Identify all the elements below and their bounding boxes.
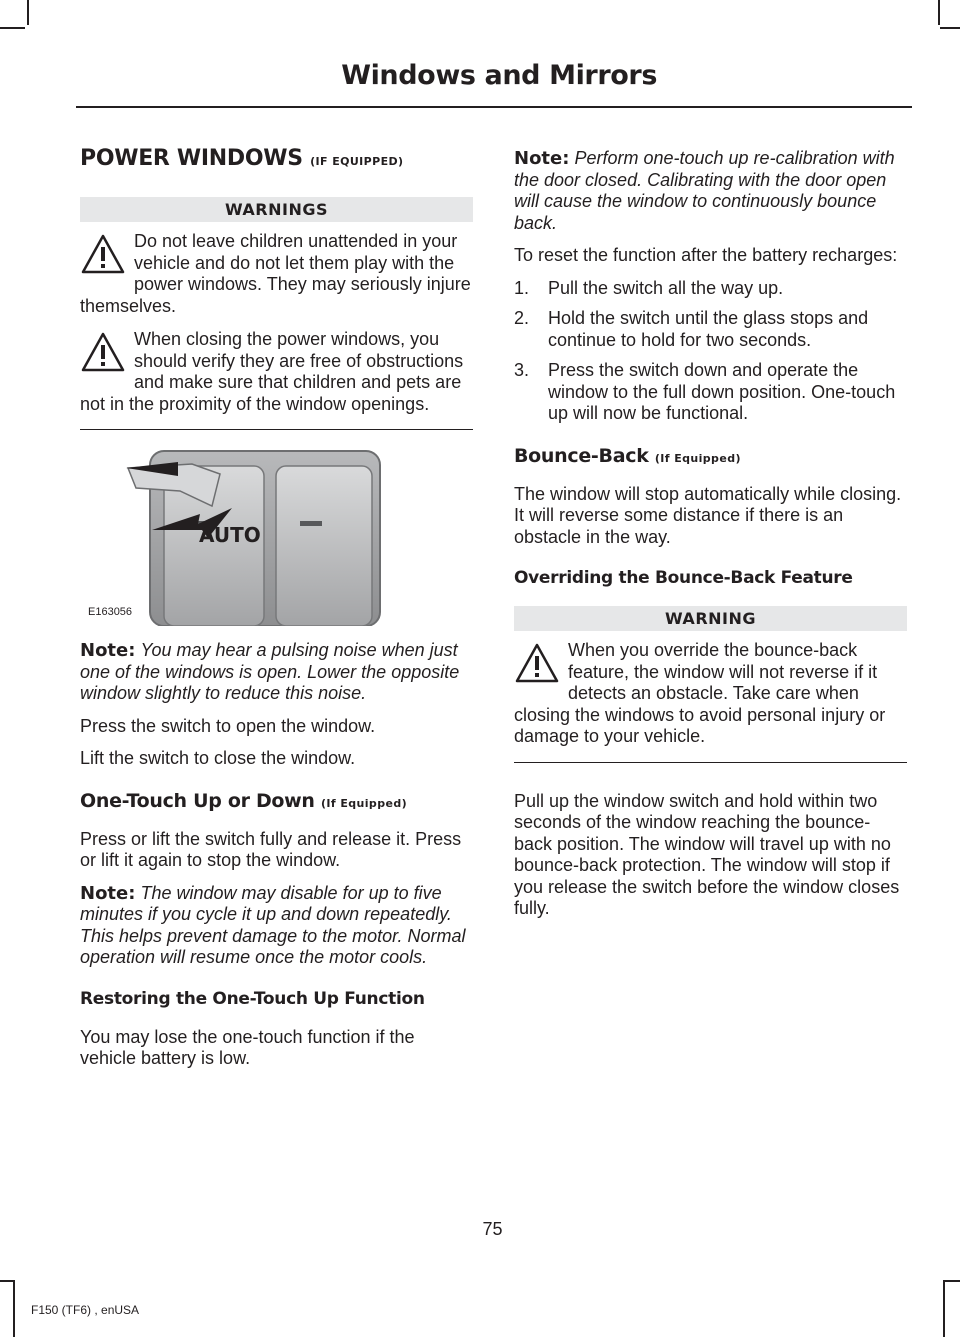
warning-triangle-icon [514,642,560,684]
warning-item: Do not leave children unattended in your vehicle and do not let them play with the power windows. They may seriously injure themselves. [80,231,471,316]
warnings-banner: WARNINGS [80,197,473,222]
crop-mark [940,27,960,29]
warning-triangle-icon [80,233,126,275]
subheading-bounce-back: Bounce-Back (If Equipped) [514,444,741,467]
body-paragraph: You may lose the one-touch function if the vehicle battery is low. [80,1026,415,1068]
warning-end-rule [80,429,473,430]
crop-mark [0,27,25,29]
body-paragraph: To reset the function after the battery recharges: [514,245,898,265]
body-paragraph: Press or lift the switch fully and release it. Press or lift it again to stop the window. [80,828,462,870]
reset-steps-list [514,278,907,425]
section-heading-power-windows: POWER WINDOWS (IF EQUIPPED) [80,146,404,171]
page-header-title: Windows and Mirrors [341,60,657,91]
crop-mark [944,1280,960,1282]
crop-mark [27,0,29,25]
footer-text: F150 (TF6) , enUSA [31,1303,140,1317]
window-switch-illustration [80,446,400,626]
warning-item: When you override the bounce-back feature, the window will not reverse if it detects an obstacle. Take care when closing the windows to avoid personal injury or damage to your vehicle. [514,640,886,746]
left-column [80,146,473,1081]
crop-mark [938,0,940,25]
body-paragraph: Lift the switch to close the window. [80,748,356,768]
page-number: 75 [482,1219,503,1239]
window-switch-figure [80,446,400,626]
warning-end-rule [514,762,907,763]
header-rule [76,106,912,108]
crop-mark [13,1280,15,1337]
subheading-restoring: Restoring the One-Touch Up Function [80,988,425,1009]
body-paragraph: Pull up the window switch and hold within two seconds of the window reaching the bounce-back position. The window will travel up with no bounce-back protection. The window will stop if you release the switch before the window closes fully. [514,790,900,918]
crop-mark [943,1280,945,1337]
note-paragraph: Note: You may hear a pulsing noise when just one of the windows is open. Lower the opposite window slightly to reduce this noise. [80,640,460,703]
list-item: 1. Pull the switch all the way up. [514,277,784,298]
subheading-overriding: Overriding the Bounce-Back Feature [514,568,853,588]
warning-banner: WARNING [514,606,907,631]
figure-code: E163056 [88,606,133,618]
warning-triangle-icon [80,331,126,373]
note-paragraph: Note: The window may disable for up to five minutes if you cycle it up and down repeatedly. This helps prevent damage to the motor. Normal operation will resume once the motor cools. [80,882,466,967]
body-paragraph: Press the switch to open the window. [80,715,376,736]
warning-item: When closing the power windows, you should verify they are free of obstructions and make sure that children and pets are not in the proximity of the window openings. [80,329,464,414]
note-paragraph: Note: Perform one-touch up re-calibration with the door closed. Calibrating with the door open will cause the window to continuously bounce back. [514,148,895,233]
body-paragraph: The window will stop automatically while closing. It will reverse some distance if there is an obstacle in the way. [514,483,902,547]
list-item: 3. Press the switch down and operate the window to the full down position. One-touch up will now be functional. [514,360,896,423]
auto-label: AUTO [199,523,261,547]
crop-mark [0,1280,14,1282]
right-column [514,148,907,931]
subheading-one-touch: One-Touch Up or Down (If Equipped) [80,789,408,812]
list-item: 2. Hold the switch until the glass stops and continue to hold for two seconds. [514,308,869,350]
